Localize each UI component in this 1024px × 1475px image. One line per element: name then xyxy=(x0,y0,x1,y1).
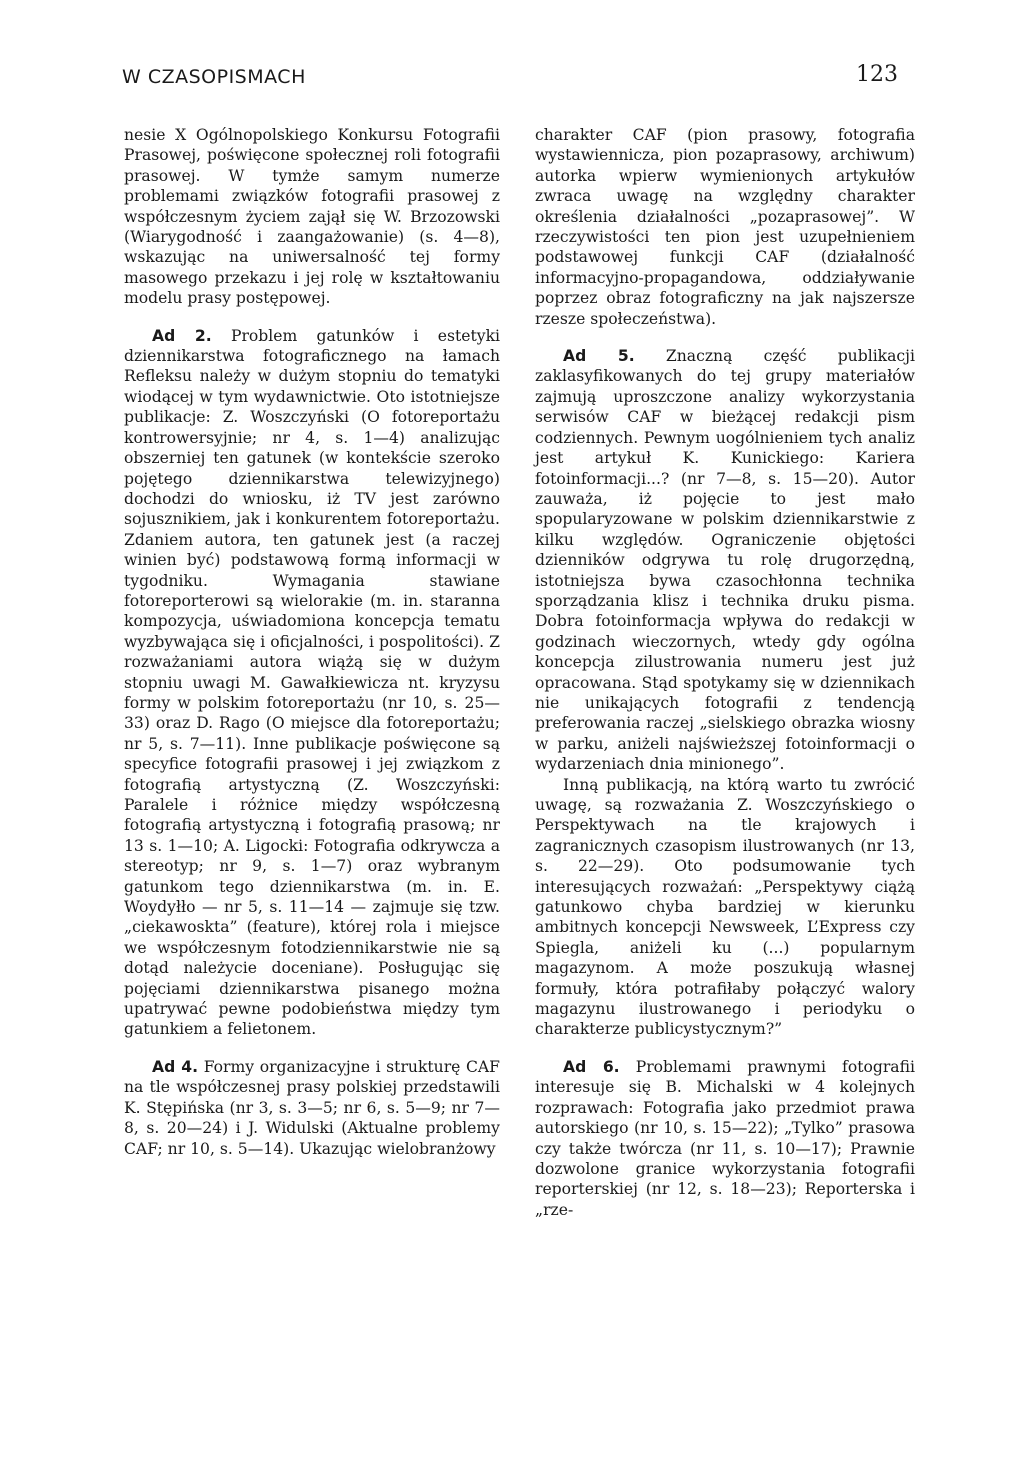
running-head: W CZASOPISMACH xyxy=(122,66,306,88)
paragraph-ad-2: Ad 2. Problem gatunków i estetyki dziennikarstwa fotograficznego na łamach Refleksu należy w dużym stopniu do tematyki wiodącej w tym wydawnictwie. Oto istotniejsze publikacje: Z. Woszczyński (O fotoreportażu kontrowersyjnie; nr 4, s. 1—4) analizując obszerniej ten gatunek (w kontekście szeroko pojętego dziennikarstwa telewizyjnego) dochodzi do wniosku, iż TV jest zarówno sojusznikiem, jak i konkurentem fotoreportażu. Zdaniem autora, ten gatunek jest (a raczej winien być) podstawową formą informacji w tygodniku. Wymagania stawiane fotoreporterowi są wielorakie (m. in. staranna kompozycja, uświadomiona koncepcja tematu wyzbywająca się i oficjalności, i pospolitości). Z rozważaniami autora wiążą się w dużym stopniu uwagi M. Gawałkiewicza nt. kryzysu formy w polskim fotoreportażu (nr 10, s. 25—33) oraz D. Rago (O miejsce dla fotoreportażu; nr 5, s. 7—11). Inne publikacje poświęcone są specyfice fotografii prasowej i jej związkom z fotografią artystyczną (Z. Woszczyński: Paralele i różnice między współczesną fotografią artystyczną i fotografią prasową; nr 13 s. 1—10; A. Ligocki: Fotografia odkrywcza a stereotyp; nr 9, s. 1—7) oraz wybranym gatunkom tego dziennikarstwa (m. in. E. Woydyłło — nr 5, s. 11—14 — zajmuje się tzw. „ciekawoskta” (feature), której rola i miejsce we współczesnym fotodziennikarstwie nie są dotąd należycie doceniane). Posługując się pojęciami dziennikarstwa pisanego można upatrywać pewne podobieństwa między tym gatunkiem a felietonem. xyxy=(124,326,500,1039)
paragraph: nesie X Ogólnopolskiego Konkursu Fotografii Prasowej, poświęcone społecznej roli fotografii prasowej. W tymże samym numerze problemami związków fotografii prasowej z współczesnym życiem zajął się W. Brzozowski (Wiarygodność i zaangażowanie) (s. 4—8), wskazując na uniwersalność tej formy masowego przekazu i jej rolę w kształtowaniu modelu prasy postępowej. xyxy=(124,126,500,308)
paragraph-ad-4: Ad 4. Formy organizacyjne i strukturę CAF na tle współczesnej prasy polskiej przedstawili K. Stępińska (nr 3, s. 3—5; nr 6, s. 5—9; nr 7—8, s. 20—24) i J. Widulski (Aktualne problemy CAF; nr 10, s. 5—14). Ukazując wielobranżowy xyxy=(124,1057,500,1158)
left-column xyxy=(124,125,500,1159)
page-header xyxy=(122,62,898,94)
page-number: 123 xyxy=(856,62,898,87)
section-label: Ad 4. xyxy=(152,1057,199,1076)
right-column xyxy=(535,125,915,1220)
section-label: Ad 5. xyxy=(563,347,635,366)
paragraph-ad-6: Ad 6. Problemami prawnymi fotografii interesuje się B. Michalski w 4 kolejnych rozprawach: Fotografia jako przedmiot prawa autorskiego (nr 10, s. 15—22); „Tylko” prasowa czy także twórcza (nr 11, s. 10—17); Prawnie dozwolone granice wykorzystania fotografii reporterskiej (nr 12, s. 18—23); Reporterska i „rze- xyxy=(535,1057,915,1219)
section-label: Ad 6. xyxy=(563,1057,620,1076)
paragraph-ad-5: Ad 5. Znaczną część publikacji zaklasyfikowanych do tej grupy materiałów zajmują uproszczone analizy wykorzystania serwisów CAF w bieżącej redakcji pism codziennych. Pewnym uogólnieniem tych analiz jest artykuł K. Kunickiego: Kariera fotoinformacji...? (nr 7—8, s. 15—20). Autor zauważa, iż pojęcie to jest mało spopularyzowane w polskim dziennikarstwie z kilku względów. Ograniczenie objętości dzienników odgrywa tu rolę drugorzędną, istotniejsza bywa czasochłonna technika sporządzania klisz i technika druku pisma. Dobra fotoinformacja wpływa do redakcji w godzinach wieczornych, wtedy gdy ogólna koncepcja zilustrowania numeru jest już opracowana. Stąd spotykamy się w dziennikach nie unikających fotografii z tendencją preferowania raczej „sielskiego obrazka wiosny w parku, aniżeli najświeższej fotoinformacji o wydarzeniach dnia minionego”. xyxy=(535,347,915,774)
paragraph: charakter CAF (pion prasowy, fotografia wystawiennicza, pion pozaprasowy, archiwum) autorka wpierw wymienionych artykułów zwraca uwagę na względny charakter określenia działalności „pozaprasowej”. W rzeczywistości ten pion jest uzupełnieniem podstawowej funkcji CAF (działalność informacyjno-propagandowa, oddziaływanie poprzez obraz fotograficzny na jak najszersze rzesze społeczeństwa). xyxy=(535,126,915,328)
paragraph: Inną publikacją, na którą warto tu zwrócić uwagę, są rozważania Z. Woszczyńskiego o Perspektywach na tle krajowych i zagranicznych czasopism ilustrowanych (nr 13, s. 22—29). Oto podsumowanie tych interesujących rozważań: „Perspektywy ciążą gatunkowo chyba bardziej w kierunku ambitnych koncepcji Newsweek, L’Express czy Spiegla, aniżeli ku (...) popularnym magazynom. A może poszukują własnej formuły, która potrafiłaby połączyć walory magazynu ilustrowanego i periodyku o charakterze publicystycznym?” xyxy=(535,775,915,1039)
section-label: Ad 2. xyxy=(152,326,212,345)
